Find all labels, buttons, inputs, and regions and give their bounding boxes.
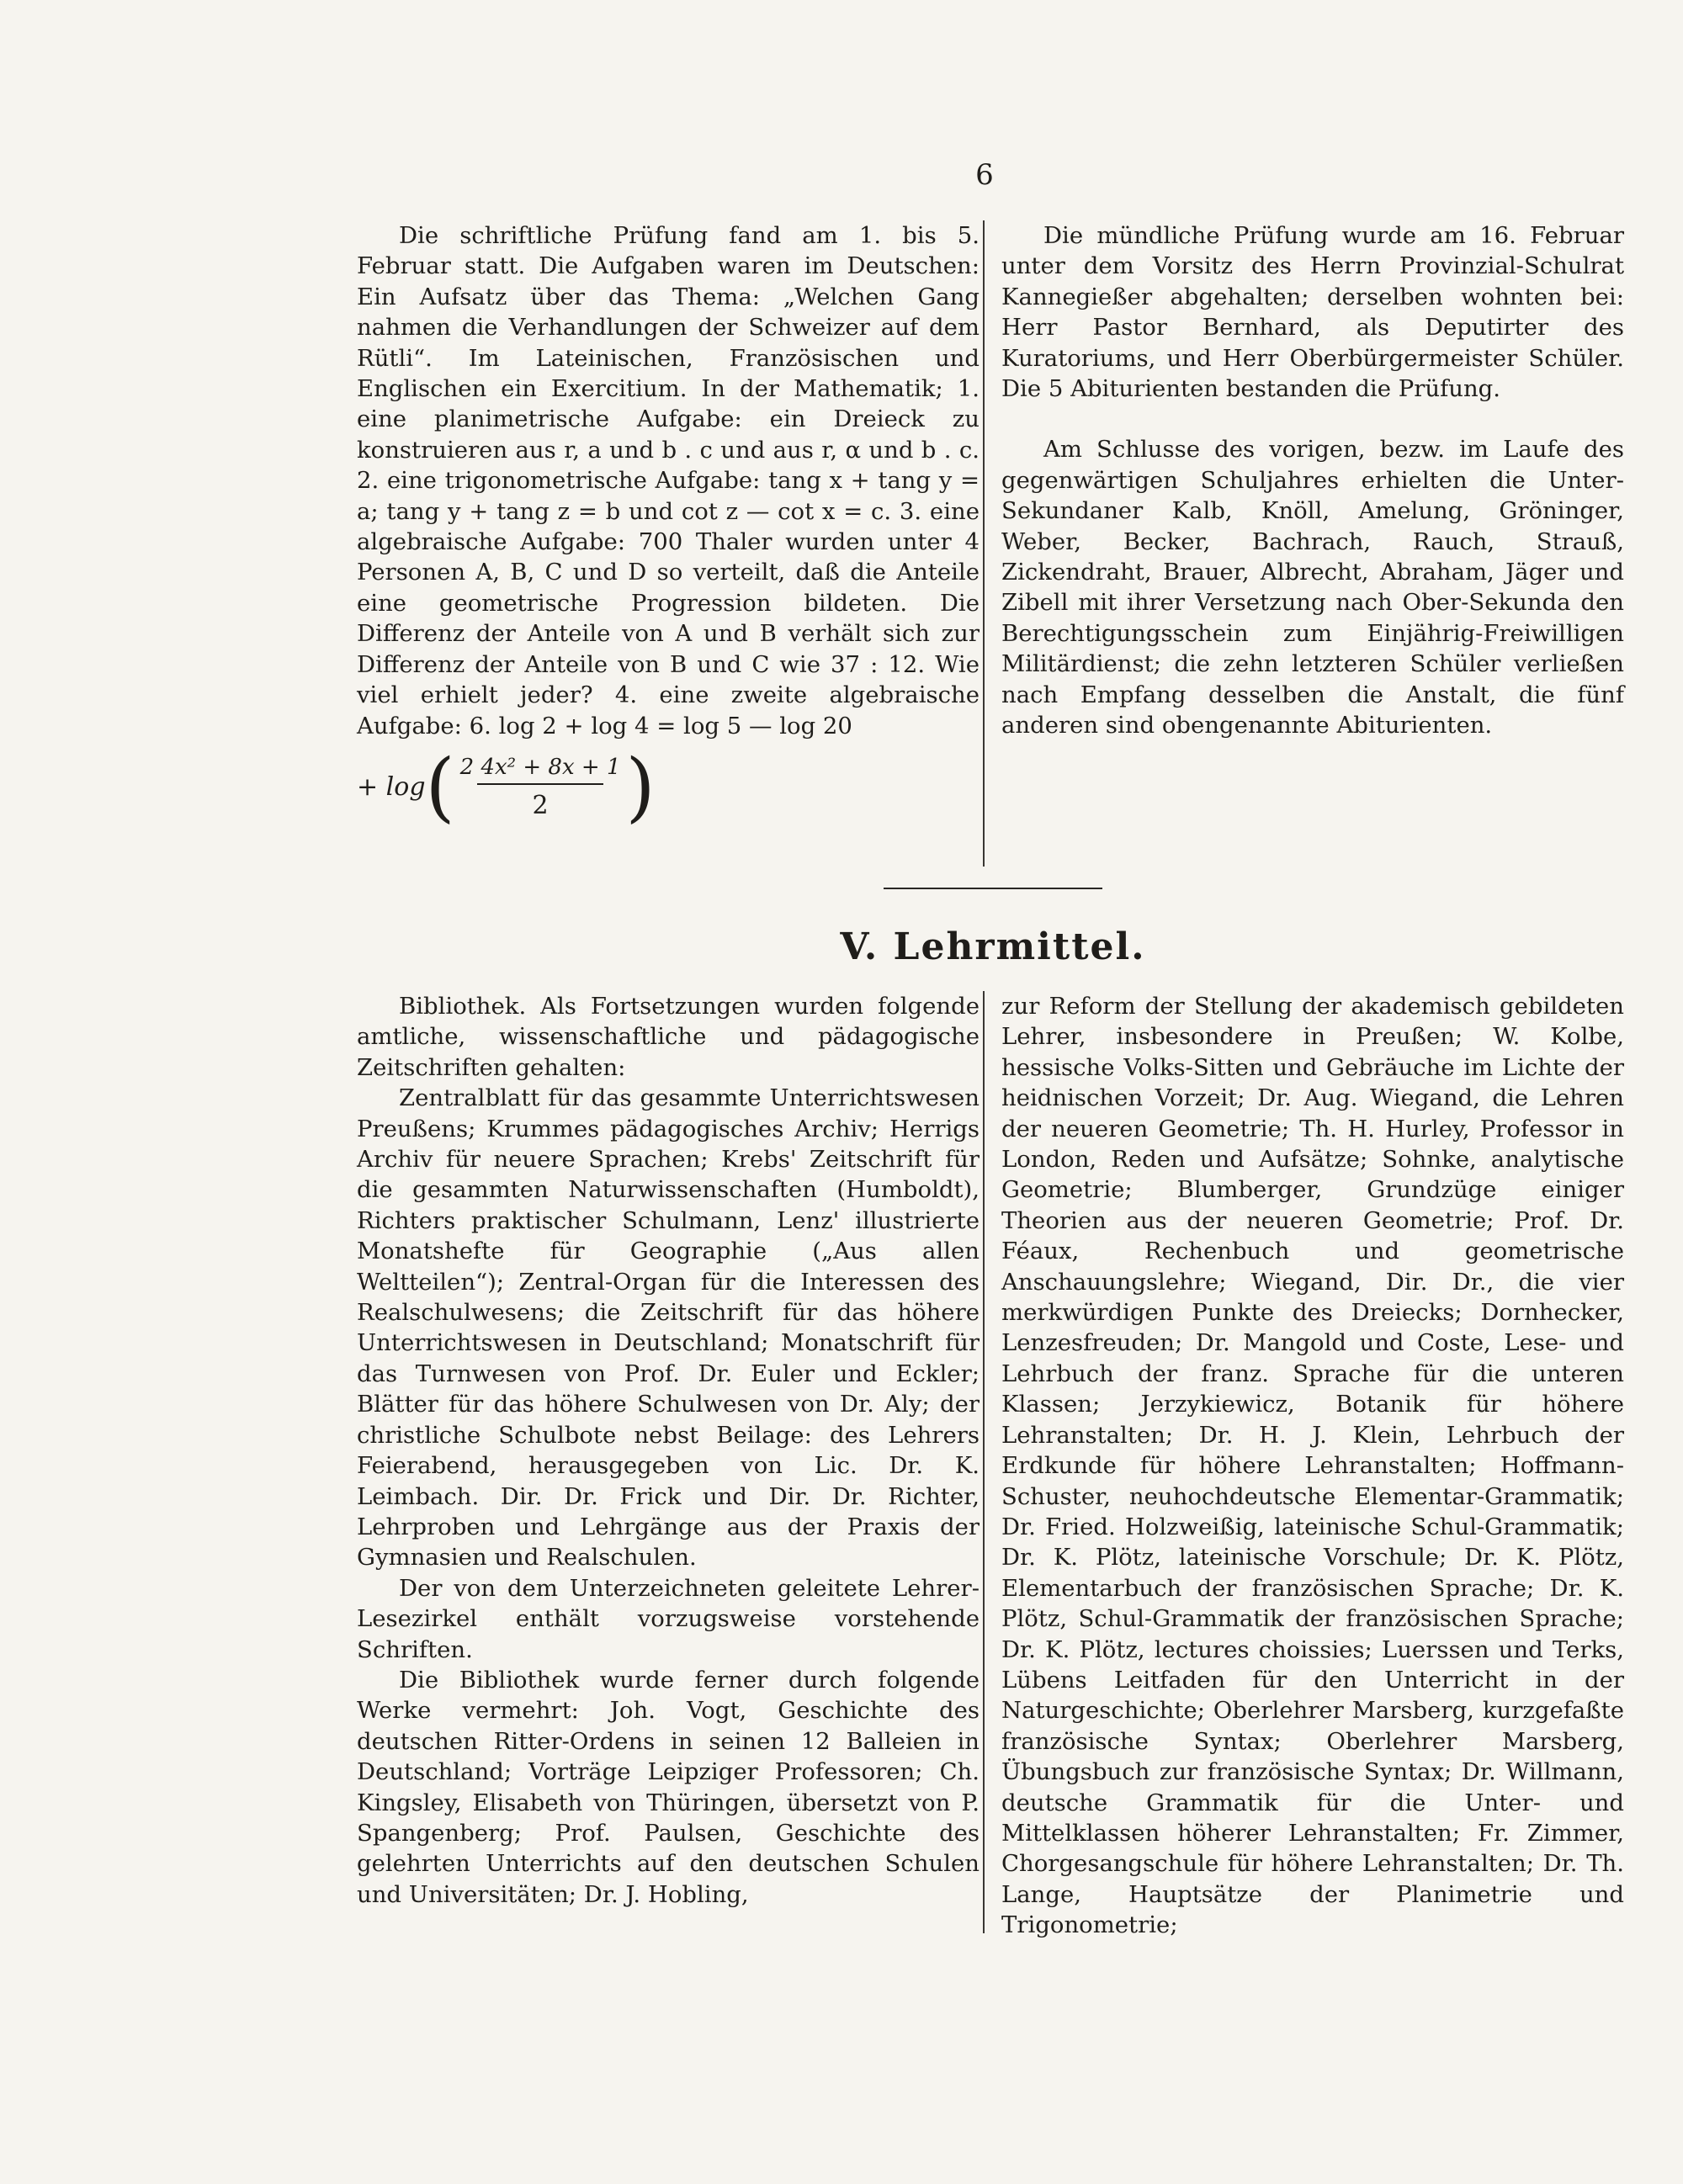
- section-divider: [884, 888, 1102, 889]
- journals-paragraph: Zentralblatt für das gesammte Unterrichtswesen Preußens; Krummes pädagogisches Archiv; Herrigs Archiv für neuere Sprachen; Krebs' Zeitschrift für die gesammten Naturwissenschaften (Humboldt), Richters praktischer Schulmann, Lenz' illustrierte Monatshefte für Geographie („Aus allen Weltteilen“); Zentral-Organ für die Interessen des Realschulwesens; die Zeitschrift für das höhere Unterrichtswesen in Deutschland; Monatschrift für das Turnwesen von Prof. Dr. Euler und Eckler; Blätter für das höhere Schulwesen von Dr. Aly; der christliche Schulbote nebst Beilage: des Lehrers Feierabend, herausgegeben von Lic. Dr. K. Leimbach. Dir. Dr. Frick und Dir. Dr. Richter, Lehrproben und Lehrgänge aus der Praxis der Gymnasien und Realschulen.: [357, 1084, 980, 1572]
- fraction: [460, 756, 621, 819]
- top-column-rule: [983, 220, 985, 867]
- fraction-numerator: 2 4x² + 8x + 1: [459, 754, 621, 780]
- top-right-column: [1001, 220, 1624, 741]
- reading-circle-paragraph: Der von dem Unterzeichneten geleitete Lehrer-Lesezirkel enthält vorzugsweise vorstehende Schriften.: [357, 1574, 980, 1663]
- log-formula: [357, 742, 980, 831]
- oral-exam-paragraph: Die mündliche Prüfung wurde am 16. Februar unter dem Vorsitz des Herrn Provinzial-Schulrat Kannegießer abgehalten; derselben wohnten bei: Herr Pastor Bernhard, als Deputirter des Kuratoriums, und Herr Oberbürgermeister Schüler. Die 5 Abiturienten bestanden die Prüfung.: [1001, 222, 1624, 403]
- left-paren: (: [425, 742, 455, 831]
- right-paren: ): [625, 742, 656, 831]
- acquisitions-paragraph: Die Bibliothek wurde ferner durch folgende Werke vermehrt: Joh. Vogt, Geschichte des deutschen Ritter-Ordens in seinen 12 Balleien in Deutschland; Vorträge Leipziger Professoren; Ch. Kingsley, Elisabeth von Thüringen, übersetzt von P. Spangenberg; Prof. Paulsen, Geschichte des gelehrten Unterrichts auf den deutschen Schulen und Universitäten; Dr. J. Hobling,: [357, 1666, 980, 1908]
- fraction-denominator: 2: [532, 790, 549, 820]
- top-left-column: [357, 220, 980, 831]
- page-number: 6: [975, 158, 994, 192]
- library-intro-paragraph: Bibliothek. Als Fortsetzungen wurden folgende amtliche, wissenschaftliche und pädagogische Zeitschriften gehalten:: [357, 993, 980, 1081]
- formula-prefix: + log: [357, 771, 426, 802]
- bottom-column-rule: [983, 991, 985, 1933]
- section-heading: V. Lehrmittel.: [840, 925, 1146, 968]
- bottom-right-column: [1001, 991, 1624, 1941]
- promotion-paragraph: Am Schlusse des vorigen, bezw. im Laufe des gegenwärtigen Schuljahres erhielten die Unter-Sekundaner Kalb, Knöll, Amelung, Gröninger, Weber, Becker, Bachrach, Rauch, Strauß, Zickendraht, Brauer, Albrecht, Abraham, Jäger und Zibell mit ihrer Versetzung nach Ober-Sekunda den Berechtigungsschein zum Einjährig-Freiwilligen Militärdienst; die zehn letzteren Schüler verließen nach Empfang desselben die Anstalt, die fünf anderen sind obengenannte Abiturienten.: [1001, 436, 1624, 739]
- written-exam-paragraph: Die schriftliche Prüfung fand am 1. bis 5. Februar statt. Die Aufgaben waren im Deutschen: Ein Aufsatz über das Thema: „Welchen Gang nahmen die Verhandlungen der Schweizer auf dem Rütli“. Im Lateinischen, Französischen und Englischen ein Exercitium. In der Mathematik; 1. eine planimetrische Aufgabe: ein Dreieck zu konstruieren aus r, a und b . c und aus r, α und b . c. 2. eine trigonometrische Aufgabe: tang x + tang y = a; tang y + tang z = b und cot z — cot x = c. 3. eine algebraische Aufgabe: 700 Thaler wurden unter 4 Personen A, B, C und D so verteilt, daß die Anteile eine geometrische Progression bildeten. Die Differenz der Anteile von A und B verhält sich zur Differenz der Anteile von B und C wie 37 : 12. Wie viel erhielt jeder? 4. eine zweite algebraische Aufgabe: 6. log 2 + log 4 = log 5 — log 20: [357, 222, 980, 739]
- bottom-left-column: [357, 991, 980, 1910]
- acquisitions-continued-paragraph: zur Reform der Stellung der akademisch gebildeten Lehrer, insbesondere in Preußen; W. Kolbe, hessische Volks-Sitten und Gebräuche im Lichte der heidnischen Vorzeit; Dr. Aug. Wiegand, die Lehren der neueren Geometrie; Th. H. Hurley, Professor in London, Reden und Aufsätze; Sohnke, analytische Geometrie; Blumberger, Grundzüge einiger Theorien aus der neueren Geometrie; Prof. Dr. Féaux, Rechenbuch und geometrische Anschauungslehre; Wiegand, Dir. Dr., die vier merkwürdigen Punkte des Dreiecks; Dornhecker, Lenzesfreuden; Dr. Mangold und Coste, Lese- und Lehrbuch der franz. Sprache für die unteren Klassen; Jerzykiewicz, Botanik für höhere Lehranstalten; Dr. H. J. Klein, Lehrbuch der Erdkunde für höhere Lehranstalten; Hoffmann-Schuster, neuhochdeutsche Elementar-Grammatik; Dr. Fried. Holzweißig, lateinische Schul-Grammatik; Dr. K. Plötz, lateinische Vorschule; Dr. K. Plötz, Elementarbuch der französischen Sprache; Dr. K. Plötz, Schul-Grammatik der französischen Sprache; Dr. K. Plötz, lectures choissies; Luerssen und Terks, Lübens Leitfaden für den Unterricht in der Naturgeschichte; Oberlehrer Marsberg, kurzgefaßte französische Syntax; Oberlehrer Marsberg, Übungsbuch zur französische Syntax; Dr. Willmann, deutsche Grammatik für die Unter- und Mittelklassen höherer Lehranstalten; Fr. Zimmer, Chorgesangschule für höhere Lehranstalten; Dr. Th. Lange, Hauptsätze der Planimetrie und Trigonometrie;: [1001, 993, 1624, 1939]
